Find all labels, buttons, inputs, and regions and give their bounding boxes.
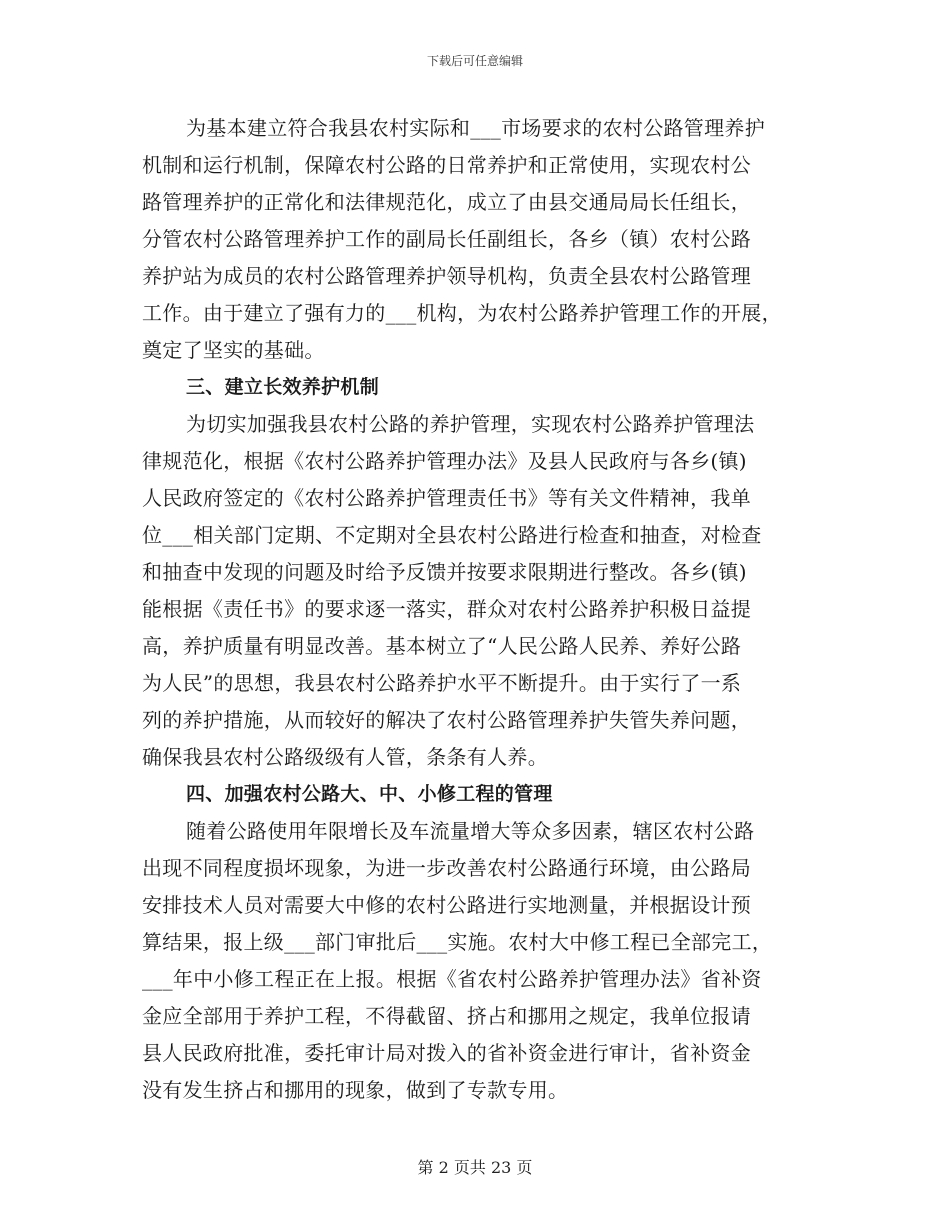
- body-text-line: 为切实加强我县农村公路的养护管理，实现农村公路养护管理法: [186, 412, 755, 436]
- body-text-line: 没有发生挤占和挪用的现象，做到了专款专用。: [142, 1078, 569, 1102]
- body-text-line: 算结果，报上级___部门审批后___实施。农村大中修工程已全部完工，: [142, 930, 773, 954]
- body-text-line: 和抽查中发现的问题及时给予反馈并按要求限期进行整改。各乡(镇): [142, 560, 747, 584]
- section-heading: 三、建立长效养护机制: [186, 376, 380, 398]
- body-text-line: 县人民政府批准，委托审计局对拨入的省补资金进行审计，省补资金: [142, 1041, 751, 1065]
- body-text-line: 工作。由于建立了强有力的___机构，为农村公路养护管理工作的开展，: [142, 301, 782, 325]
- body-text-line: 随着公路使用年限增长及车流量增大等众多因素，辖区农村公路: [186, 819, 755, 843]
- body-text-line: 金应全部用于养护工程，不得截留、挤占和挪用之规定，我单位报请: [142, 1004, 751, 1028]
- page-footer: 第 2 页共 23 页: [417, 1158, 533, 1177]
- body-text-line: 路管理养护的正常化和法律规范化，成立了由县交通局局长任组长，: [142, 190, 751, 214]
- page-header: 下载后可任意编辑: [426, 54, 523, 68]
- body-text-line: 能根据《责任书》的要求逐一落实，群众对农村公路养护积极日益提: [142, 597, 751, 621]
- body-text-line: 出现不同程度损坏现象，为进一步改善农村公路通行环境，由公路局: [142, 856, 751, 880]
- body-text-line: 为基本建立符合我县农村实际和___市场要求的农村公路管理养护: [186, 116, 765, 140]
- body-text-line: 位___相关部门定期、不定期对全县农村公路进行检查和抽查，对检查: [142, 523, 762, 547]
- body-text-line: 分管农村公路管理养护工作的副局长任副组长，各乡（镇）农村公路: [142, 227, 751, 251]
- body-text-line: 律规范化，根据《农村公路养护管理办法》及县人民政府与各乡(镇): [142, 449, 747, 473]
- body-text-line: 人民政府签定的《农村公路养护管理责任书》等有关文件精神，我单: [142, 486, 751, 510]
- body-text-line: 确保我县农村公路级级有人管，条条有人养。: [142, 745, 548, 769]
- body-text-line: 列的养护措施，从而较好的解决了农村公路管理养护失管失养问题，: [142, 708, 751, 732]
- body-text-line: 养护站为成员的农村公路管理养护领导机构，负责全县农村公路管理: [142, 264, 751, 288]
- body-text-line: ___年中小修工程正在上报。根据《省农村公路养护管理办法》省补资: [142, 967, 762, 991]
- body-text-line: 机制和运行机制，保障农村公路的日常养护和正常使用，实现农村公: [142, 153, 751, 177]
- body-text-line: 奠定了坚实的基础。: [142, 338, 325, 362]
- body-text-line: 安排技术人员对需要大中修的农村公路进行实地测量，并根据设计预: [142, 893, 751, 917]
- section-heading: 四、加强农村公路大、中、小修工程的管理: [186, 783, 553, 805]
- body-text-line: 高，养护质量有明显改善。基本树立了“人民公路人民养、养好公路: [142, 634, 742, 658]
- document-body: [142, 110, 810, 1109]
- body-text-line: 为人民”的思想，我县农村公路养护水平不断提升。由于实行了一系: [142, 671, 742, 695]
